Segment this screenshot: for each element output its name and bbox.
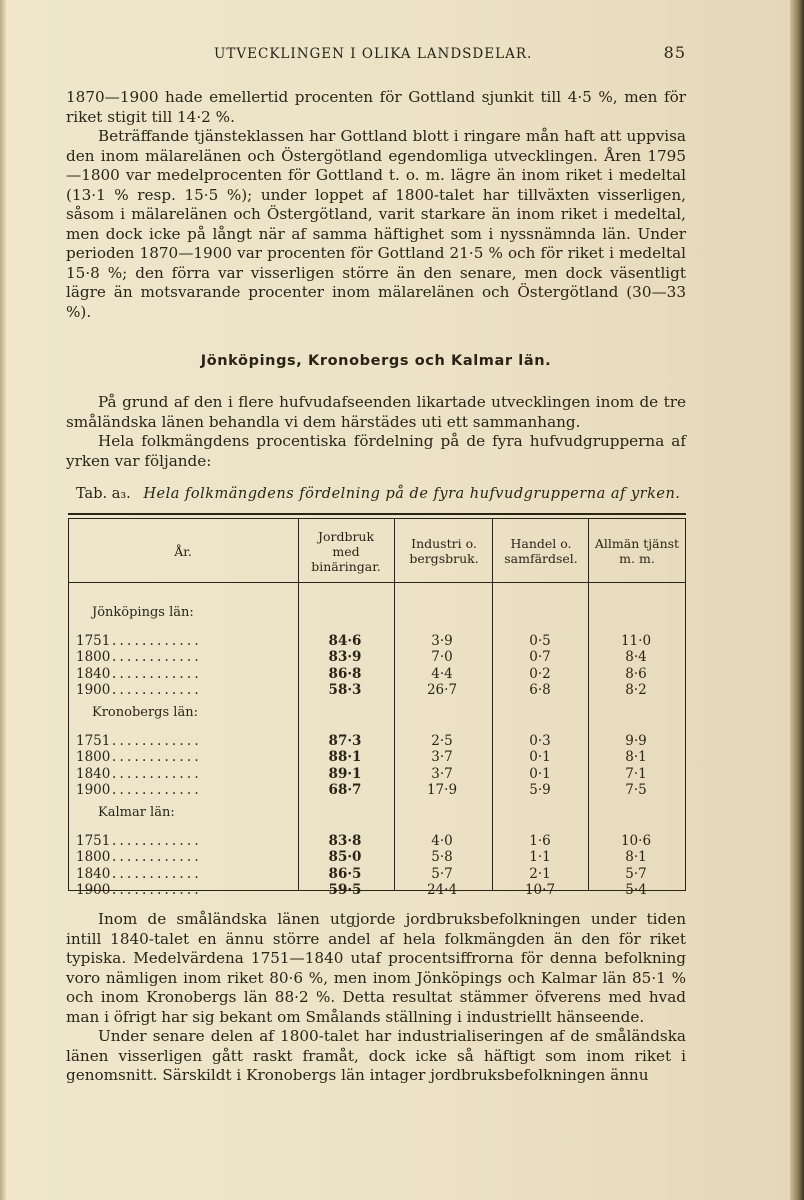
group-label: Jönköpings län: bbox=[92, 605, 194, 620]
trade-cell: 0·1 bbox=[529, 765, 551, 782]
industry-cell: 3·9 bbox=[431, 633, 453, 649]
table-caption-label: Tab. a₃. bbox=[76, 486, 131, 502]
agriculture-cell: 85·0 bbox=[328, 849, 362, 866]
paragraph-2: Beträffande tjänsteklassen har Gottland blott i ringare mån haft att uppvisa den inom mälarelänen och Östergötland egendomliga utvecklingen. Åren 1795—1800 var medelprocenten för Gottland t. o. m. lägre än inom riket i medeltal (13·1 % resp. 15·5 %); under loppet af 1800-talet har tillväxten visserligen, såsom i mälarelänen och Östergötland, varit starkare än inom riket i medeltal, men dock icke på långt när af samma häftighet som i nyssnämnda län. Under perioden 1870—1900 var procenten för Gottland 21·5 % och för riket i medeltal 15·8 %; den förra var visserligen större än den senare, men dock väsentligt lägre än motsvarande procenter inom mälarelänen och Östergötland (30—33 %). bbox=[66, 127, 686, 321]
public-service-cell: 10·6 bbox=[620, 833, 652, 849]
header-year: År. bbox=[174, 543, 192, 559]
industry-cell: 5·8 bbox=[431, 849, 453, 866]
year-cell: 1900 bbox=[76, 882, 111, 899]
public-service-cell: 11·0 bbox=[620, 633, 652, 649]
paragraph-6: Under senare delen af 1800-talet har industrialiseringen af de småländska länen visserligen gått raskt framåt, dock icke så häftigt som inom riket i genomsnitt. Särskildt i Kronobergs län intager jordbruksbefolkningen ännu bbox=[66, 1027, 686, 1084]
industry-cell: 17·9 bbox=[426, 782, 458, 799]
year-cell: 1751 bbox=[76, 633, 111, 649]
table-row bbox=[68, 766, 686, 782]
leader-dots: ............ bbox=[112, 665, 202, 682]
trade-cell: 0·5 bbox=[529, 633, 551, 649]
public-service-cell: 8·1 bbox=[625, 749, 647, 766]
industry-cell: 2·5 bbox=[431, 733, 453, 749]
table-rule-header bbox=[68, 582, 686, 583]
paragraph-4: Hela folkmängdens procentiska fördelning på de fyra hufvudgrupperna af yrken var följande: bbox=[66, 432, 686, 470]
leader-dots: ............ bbox=[112, 682, 202, 699]
leader-dots: ............ bbox=[112, 749, 202, 766]
trade-cell: 0·1 bbox=[529, 749, 551, 766]
agriculture-cell: 87·3 bbox=[328, 733, 362, 749]
agriculture-cell: 86·5 bbox=[328, 865, 362, 882]
industry-cell: 7·0 bbox=[431, 649, 453, 666]
table-caption-title: Hela folkmängdens fördelning på de fyra hufvudgrupperna af yrken. bbox=[143, 486, 681, 502]
table-caption bbox=[76, 486, 696, 502]
industry-cell: 4·0 bbox=[431, 833, 453, 849]
table-row bbox=[68, 833, 686, 849]
agriculture-cell: 86·8 bbox=[328, 665, 362, 682]
industry-cell: 4·4 bbox=[431, 665, 453, 682]
agriculture-cell: 58·3 bbox=[328, 682, 362, 699]
public-service-cell: 8·4 bbox=[625, 649, 647, 666]
industry-cell: 24·4 bbox=[426, 882, 458, 899]
leader-dots: ............ bbox=[112, 782, 202, 799]
table-row bbox=[68, 633, 686, 649]
header-industry: Industri o. bergsbruk. bbox=[409, 536, 479, 566]
public-service-cell: 5·4 bbox=[625, 882, 647, 899]
header-agriculture: Jordbruk med binäringar. bbox=[311, 528, 381, 574]
table-row bbox=[68, 882, 686, 898]
agriculture-cell: 68·7 bbox=[328, 782, 362, 799]
running-head-title: UTVECKLINGEN I OLIKA LANDSDELAR. bbox=[214, 46, 533, 62]
agriculture-cell: 84·6 bbox=[328, 633, 362, 649]
agriculture-cell: 83·8 bbox=[328, 833, 362, 849]
year-cell: 1900 bbox=[76, 782, 111, 799]
body-text-intro bbox=[66, 393, 686, 471]
table-rule-top-thin bbox=[68, 518, 686, 519]
agriculture-cell: 89·1 bbox=[328, 765, 362, 782]
public-service-cell: 9·9 bbox=[625, 733, 647, 749]
leader-dots: ............ bbox=[112, 733, 202, 749]
trade-cell: 1·6 bbox=[529, 833, 551, 849]
year-cell: 1800 bbox=[76, 749, 111, 766]
public-service-cell: 7·5 bbox=[625, 782, 647, 799]
table-row bbox=[68, 666, 686, 682]
body-text-top bbox=[66, 88, 686, 322]
section-heading: Jönköpings, Kronobergs och Kalmar län. bbox=[200, 353, 552, 369]
year-cell: 1800 bbox=[76, 649, 111, 666]
paragraph-1: 1870—1900 hade emellertid procenten för Gottland sjunkit till 4·5 %, men för riket stigit till 14·2 %. bbox=[66, 88, 686, 126]
trade-cell: 0·2 bbox=[529, 665, 551, 682]
page-edge-left bbox=[0, 0, 6, 1200]
paragraph-3: På grund af den i flere hufvudafseenden likartade utvecklingen inom de tre småländska länen behandla vi dem härstädes uti ett sammanhang. bbox=[66, 393, 686, 431]
leader-dots: ............ bbox=[112, 849, 202, 866]
page-edge-right bbox=[790, 0, 804, 1200]
industry-cell: 3·7 bbox=[431, 765, 453, 782]
agriculture-cell: 88·1 bbox=[328, 749, 362, 766]
year-cell: 1751 bbox=[76, 833, 111, 849]
year-cell: 1800 bbox=[76, 849, 111, 866]
year-cell: 1840 bbox=[76, 765, 111, 782]
agriculture-cell: 59·5 bbox=[328, 882, 362, 899]
public-service-cell: 8·1 bbox=[625, 849, 647, 866]
page-number: 85 bbox=[663, 43, 686, 62]
public-service-cell: 8·6 bbox=[625, 665, 647, 682]
year-cell: 1840 bbox=[76, 865, 111, 882]
agriculture-cell: 83·9 bbox=[328, 649, 362, 666]
body-text-bottom bbox=[66, 910, 686, 1086]
header-public-service: Allmän tjänst m. m. bbox=[594, 536, 680, 566]
leader-dots: ............ bbox=[112, 865, 202, 882]
leader-dots: ............ bbox=[112, 649, 202, 666]
trade-cell: 1·1 bbox=[529, 849, 551, 866]
leader-dots: ............ bbox=[112, 633, 202, 649]
table-row bbox=[68, 866, 686, 882]
trade-cell: 6·8 bbox=[529, 682, 551, 699]
trade-cell: 10·7 bbox=[524, 882, 556, 899]
table-rule-top bbox=[68, 513, 686, 515]
header-trade: Handel o. samfärdsel. bbox=[504, 536, 578, 566]
table-row bbox=[68, 849, 686, 865]
leader-dots: ............ bbox=[112, 765, 202, 782]
year-cell: 1900 bbox=[76, 682, 111, 699]
trade-cell: 2·1 bbox=[529, 865, 551, 882]
industry-cell: 26·7 bbox=[426, 682, 458, 699]
year-cell: 1751 bbox=[76, 733, 111, 749]
table-row bbox=[68, 749, 686, 765]
group-label: Kalmar län: bbox=[98, 805, 175, 820]
industry-cell: 3·7 bbox=[431, 749, 453, 766]
public-service-cell: 8·2 bbox=[625, 682, 647, 699]
year-cell: 1840 bbox=[76, 665, 111, 682]
trade-cell: 5·9 bbox=[529, 782, 551, 799]
table-row bbox=[68, 649, 686, 665]
group-label: Kronobergs län: bbox=[92, 705, 198, 720]
trade-cell: 0·7 bbox=[529, 649, 551, 666]
table-row bbox=[68, 782, 686, 798]
leader-dots: ............ bbox=[112, 833, 202, 849]
public-service-cell: 5·7 bbox=[625, 865, 647, 882]
statistics-table bbox=[68, 513, 686, 899]
trade-cell: 0·3 bbox=[529, 733, 551, 749]
leader-dots: ............ bbox=[112, 882, 202, 899]
industry-cell: 5·7 bbox=[431, 865, 453, 882]
paragraph-5: Inom de småländska länen utgjorde jordbruksbefolkningen under tiden intill 1840-talet en ännu större andel af hela folkmängden än den för riket typiska. Medelvärdena 1751—1840 utaf procentsiffrorna för denna befolkning voro nämligen inom riket 80·6 %, men inom Jönköpings och Kalmar län 85·1 % och inom Kronobergs län 88·2 %. Detta resultat stämmer öfverens med hvad man i öfrigt har sig bekant om Smålands ställning i industriellt hänseende. bbox=[66, 910, 686, 1026]
table-row bbox=[68, 733, 686, 749]
table-row bbox=[68, 682, 686, 698]
public-service-cell: 7·1 bbox=[625, 765, 647, 782]
